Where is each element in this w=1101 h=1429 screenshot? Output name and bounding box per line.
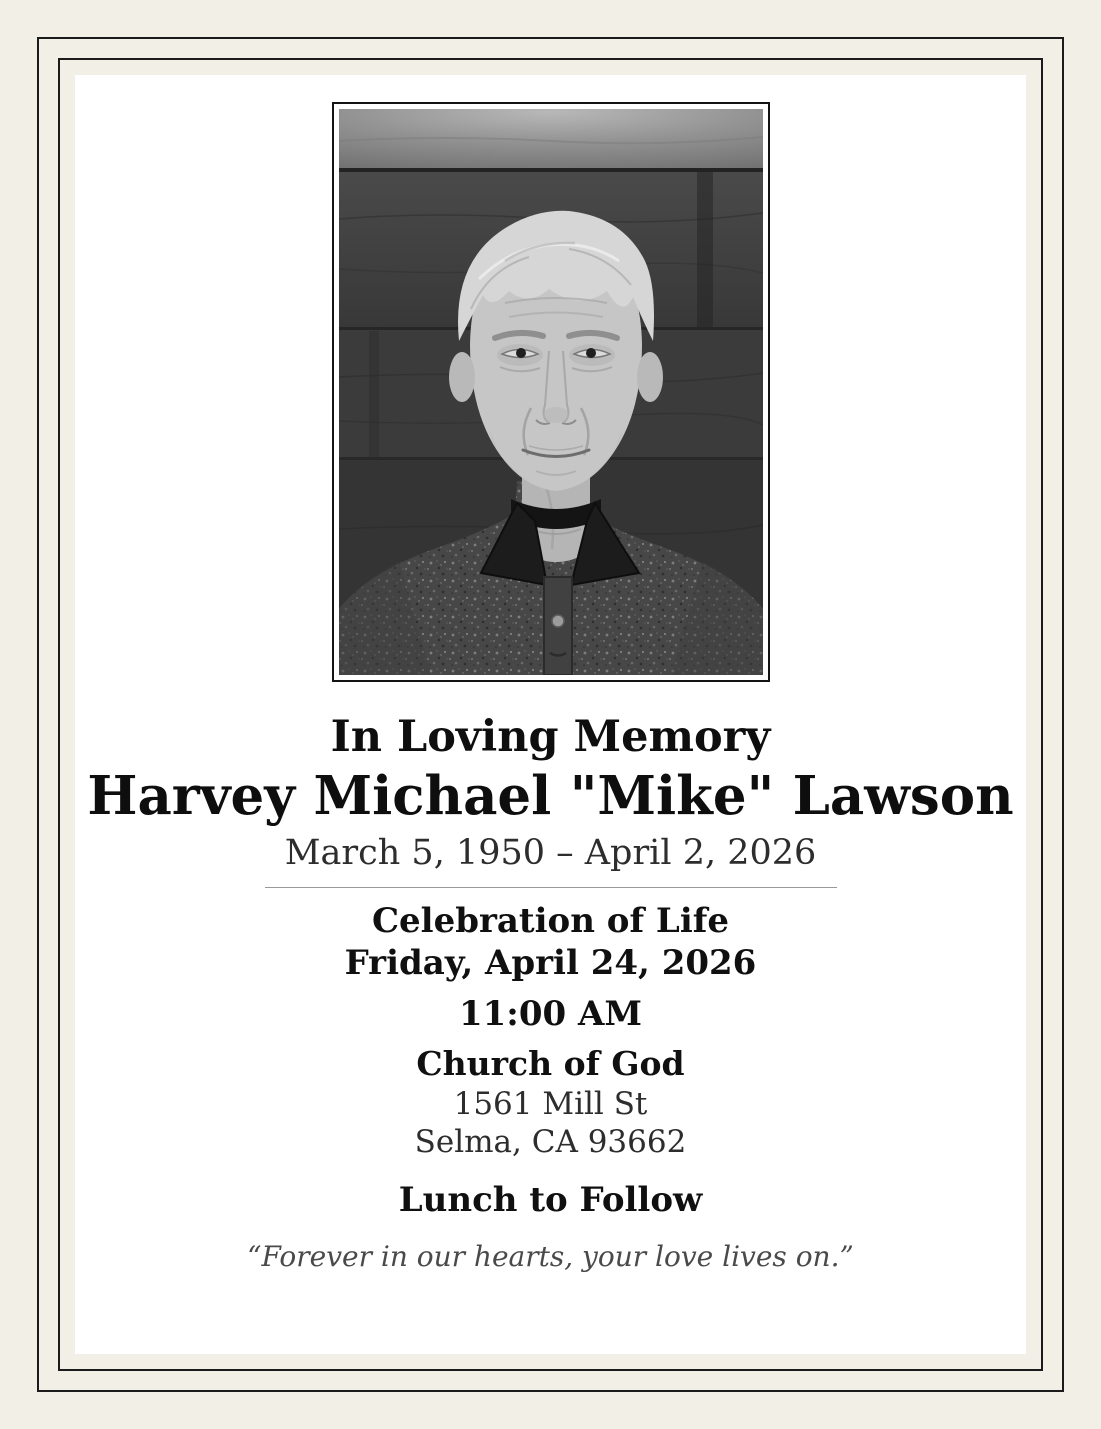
portrait-photo (339, 109, 763, 675)
reception-note: Lunch to Follow (398, 1179, 703, 1220)
life-dates: March 5, 1950 – April 2, 2026 (284, 832, 817, 873)
portrait-photo-frame (332, 102, 770, 682)
service-venue: Church of God (416, 1044, 685, 1084)
memorial-heading: In Loving Memory (330, 712, 771, 762)
outer-frame-border (37, 37, 1064, 1392)
memorial-quote: “Forever in our hearts, your love lives on.” (247, 1240, 854, 1274)
service-time: 11:00 AM (458, 993, 643, 1034)
service-address-street: 1561 Mill St (453, 1085, 648, 1122)
service-title: Celebration of Life (371, 901, 730, 942)
service-date: Friday, April 24, 2026 (344, 943, 757, 984)
service-address-city: Selma, CA 93662 (414, 1123, 687, 1160)
inner-frame-border (58, 58, 1043, 1371)
card-panel (75, 75, 1026, 1354)
deceased-name: Harvey Michael "Mike" Lawson (87, 765, 1014, 828)
divider-line (265, 887, 837, 888)
